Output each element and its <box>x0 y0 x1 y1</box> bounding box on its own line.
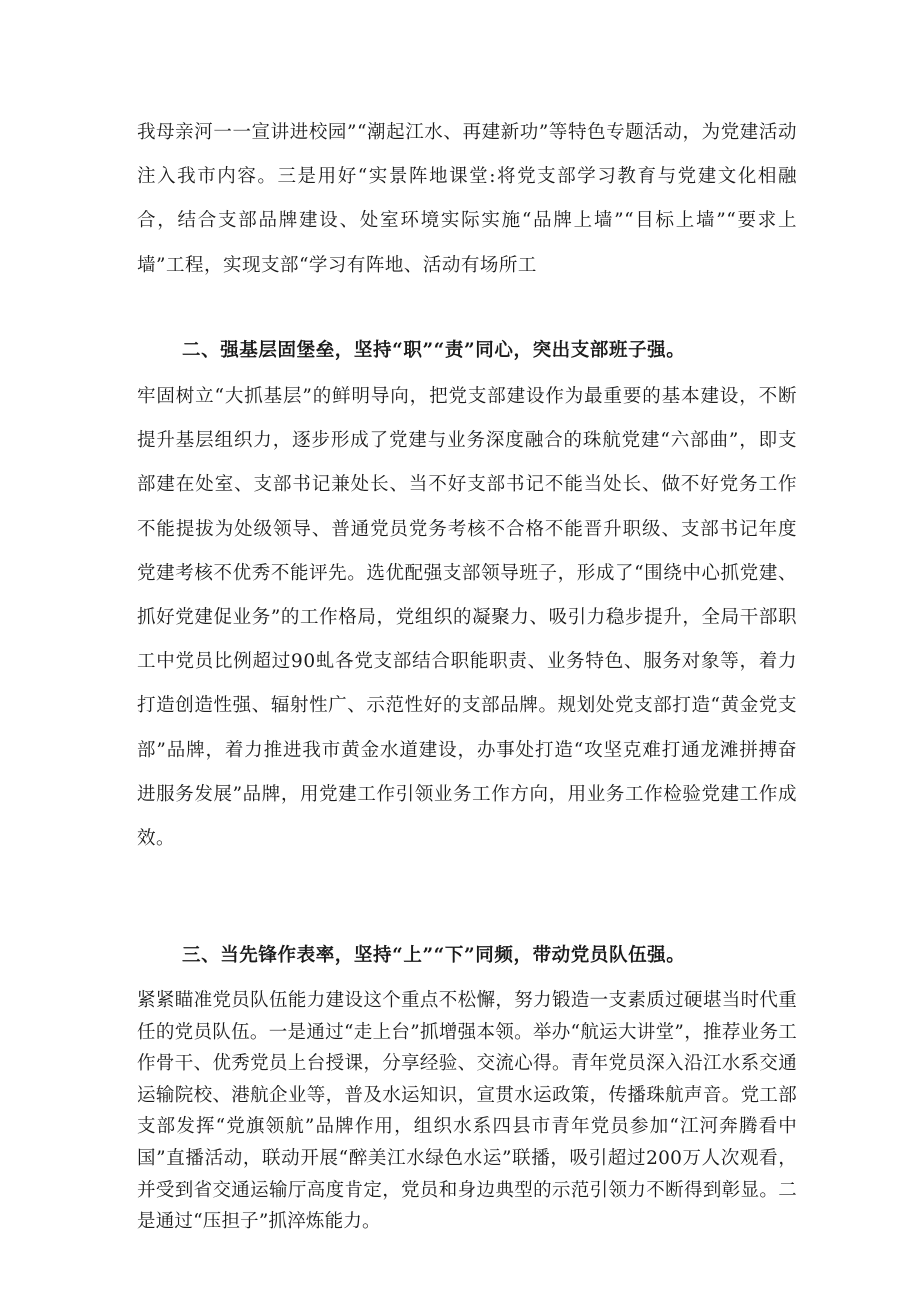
paragraph-3: 紧紧瞄准党员队伍能力建设这个重点不松懈，努力锻造一支素质过硬堪当时代重任的党员队伍。一是通过“走上台”抓增强本领。举办“航运大讲堂”，推荐业务工作骨干、优秀党员上台授课，分享经验、交流心得。青年党员深入沿江水系交通运输院校、港航企业等，普及水运知识，宣贯水运政策，传播珠航声音。党工部支部发挥“党旗领航”品牌作用，组织水系四县市青年党员参加“江河奔腾看中国”直播活动，联动开展“醉美江水绿色水运”联播，吸引超过200万人次观看，并受到省交通运输厅高度肯定，党员和身边典型的示范引领力不断得到彰显。二是通过“压担子”抓淬炼能力。 <box>137 990 797 1233</box>
section-heading-3: 三、当先锋作表率，坚持“上”“下”同频，带动党员队伍强。 <box>182 945 686 966</box>
paragraph-1: 我母亲河一一宣讲进校园”“潮起江水、再建新功”等特色专题活动，为党建活动注入我市内容。三是用好“实景阵地课堂:将党支部学习教育与党建文化相融合，结合支部品牌建设、处室环境实际实施“品牌上墙”“目标上墙”“要求上墙”工程，实现支部“学习有阵地、活动有场所工 <box>137 122 797 276</box>
paragraph-2: 牢固树立“大抓基层”的鲜明导向，把党支部建设作为最重要的基本建设，不断提升基层组织力，逐步形成了党建与业务深度融合的珠航党建“六部曲”，即支部建在处室、支部书记兼处长、当不好支部书记不能当处长、做不好党务工作不能提拔为处级领导、普通党员党务考核不合格不能晋升职级、支部书记年度党建考核不优秀不能评先。选优配强支部领导班子，形成了“围绕中心抓党建、抓好党建促业务”的工作格局，党组织的凝聚力、吸引力稳步提升，全局干部职工中党员比例超过90虬各党支部结合职能职责、业务特色、服务对象等，着力打造创造性强、辐射性广、示范性好的支部品牌。规划处党支部打造“黄金党支部”品牌，着力推进我市黄金水道建设，办事处打造“攻坚克难打通龙滩拼搏奋进服务发展”品牌，用党建工作引领业务工作方向，用业务工作检验党建工作成效。 <box>137 386 797 850</box>
section-heading-2: 二、强基层固堡垒，坚持“职”“责”同心，突出支部班子强。 <box>182 340 686 361</box>
